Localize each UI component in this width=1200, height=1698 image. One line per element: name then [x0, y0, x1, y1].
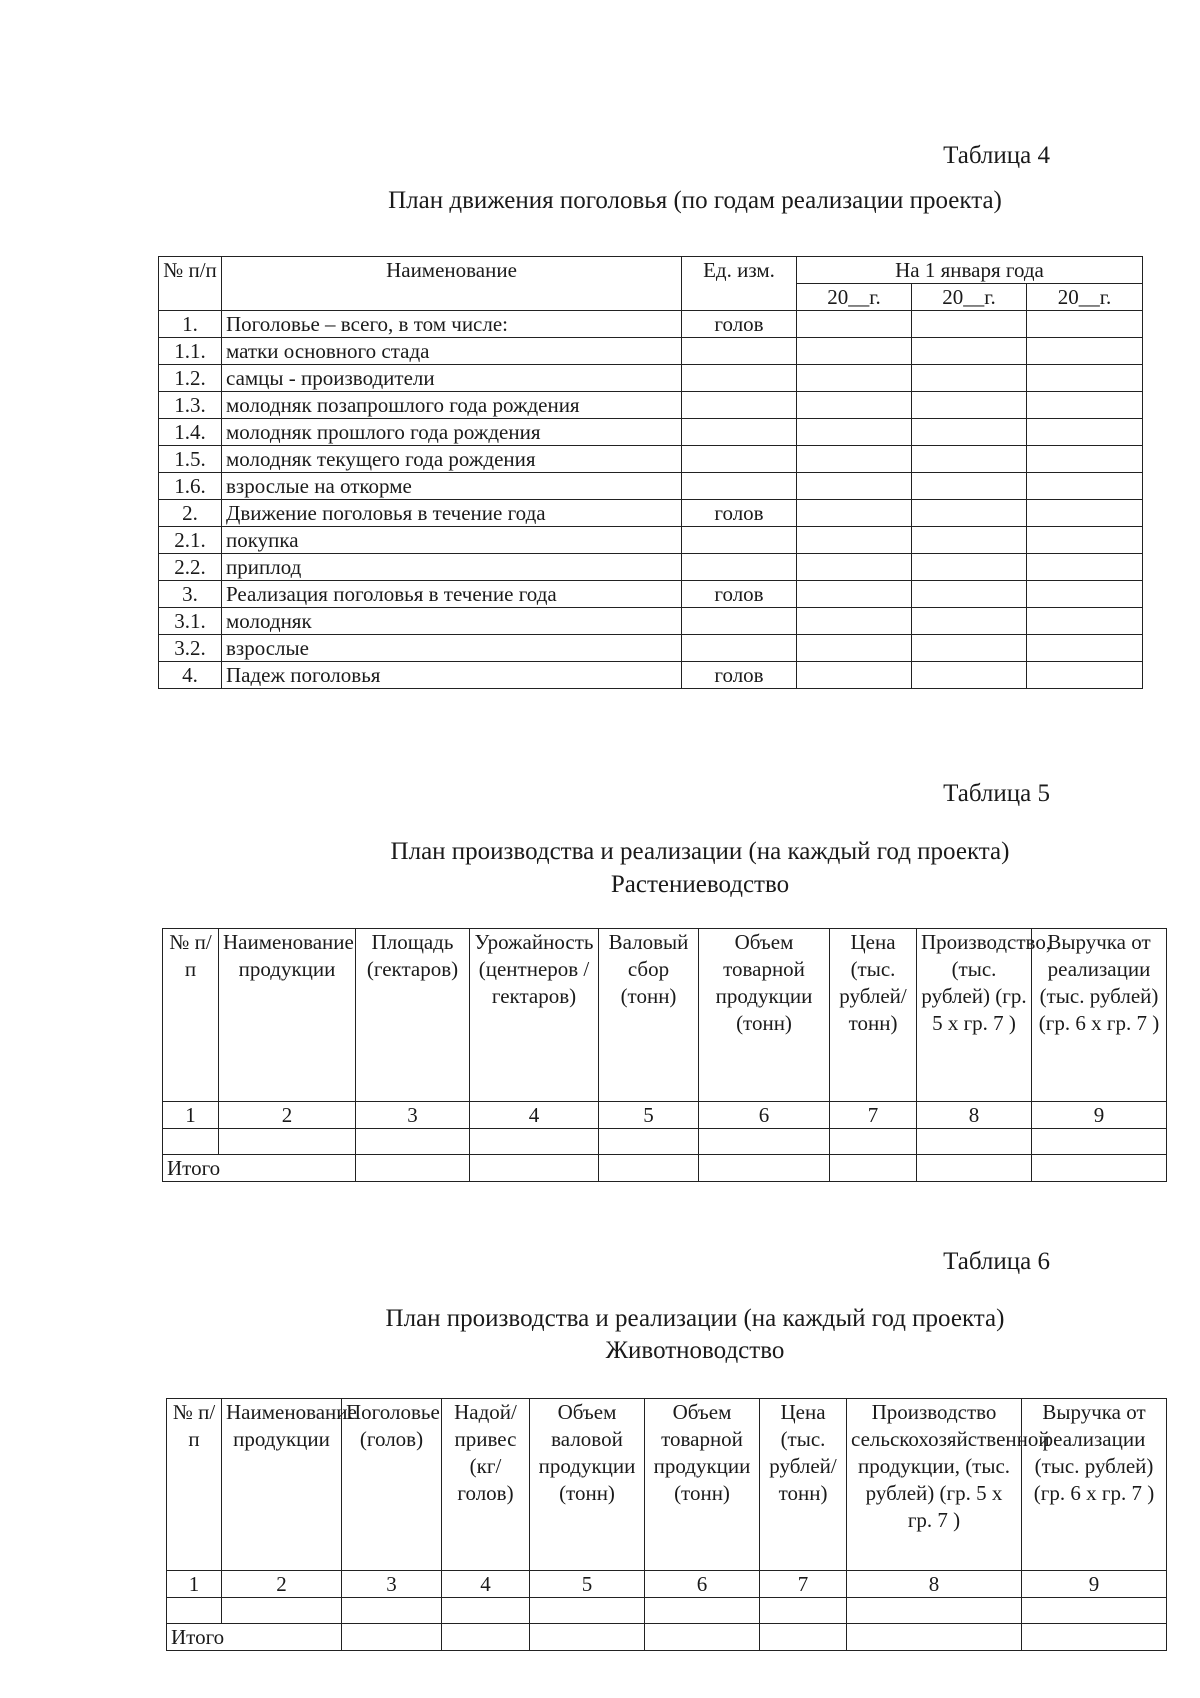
col-number: 1	[167, 1571, 222, 1598]
col-number: 9	[1022, 1571, 1167, 1598]
row-name: Падеж поголовья	[222, 662, 682, 689]
row-num: 1.1.	[159, 338, 222, 365]
data-cell[interactable]	[599, 1129, 699, 1155]
table-row	[159, 392, 1143, 419]
total-row	[167, 1624, 1167, 1651]
row-unit	[682, 392, 797, 419]
data-cell[interactable]	[530, 1598, 645, 1624]
year-cell[interactable]	[1027, 311, 1143, 338]
row-num: 1.6.	[159, 473, 222, 500]
header-num: № п/п	[163, 929, 219, 1102]
year-cell[interactable]	[1027, 554, 1143, 581]
row-name: Реализация поголовья в течение года	[222, 581, 682, 608]
data-cell[interactable]	[645, 1624, 760, 1651]
data-cell[interactable]	[356, 1129, 470, 1155]
row-name: взрослые на откорме	[222, 473, 682, 500]
row-unit	[682, 635, 797, 662]
row-unit	[682, 527, 797, 554]
header-num: № п/п	[159, 257, 222, 311]
row-num: 1.2.	[159, 365, 222, 392]
row-num: 3.	[159, 581, 222, 608]
table-row	[159, 608, 1143, 635]
col-number: 8	[847, 1571, 1022, 1598]
year-cell[interactable]	[912, 554, 1027, 581]
col-number: 5	[530, 1571, 645, 1598]
row-name: Поголовье – всего, в том числе:	[222, 311, 682, 338]
table4-title: План движения поголовья (по годам реализации проекта)	[388, 187, 1002, 214]
row-unit	[682, 608, 797, 635]
row-unit	[682, 365, 797, 392]
data-cell[interactable]	[1032, 1129, 1167, 1155]
row-name: молодняк текущего года рождения	[222, 446, 682, 473]
data-cell[interactable]	[699, 1155, 830, 1182]
row-name: приплод	[222, 554, 682, 581]
header-product: Наименование продукции	[219, 929, 356, 1102]
row-name: покупка	[222, 527, 682, 554]
year-cell[interactable]	[797, 419, 912, 446]
header-commodity: Объем товарной продукции (тонн)	[699, 929, 830, 1102]
year-cell[interactable]	[912, 365, 1027, 392]
row-num: 3.2.	[159, 635, 222, 662]
header-year: 20__г.	[1027, 284, 1143, 311]
data-cell[interactable]	[847, 1598, 1022, 1624]
table4	[158, 256, 1143, 689]
col-number: 8	[917, 1102, 1032, 1129]
year-cell[interactable]	[1027, 365, 1143, 392]
year-cell[interactable]	[912, 635, 1027, 662]
year-cell[interactable]	[912, 527, 1027, 554]
data-cell[interactable]	[917, 1129, 1032, 1155]
year-cell[interactable]	[797, 338, 912, 365]
row-unit	[682, 473, 797, 500]
row-num: 1.	[159, 311, 222, 338]
data-cell[interactable]	[760, 1598, 847, 1624]
data-cell[interactable]	[342, 1624, 442, 1651]
row-name: молодняк	[222, 608, 682, 635]
table5-number: Таблица 5	[943, 780, 1050, 807]
year-cell[interactable]	[797, 311, 912, 338]
table-row	[159, 446, 1143, 473]
header-year: 20__г.	[797, 284, 912, 311]
data-cell[interactable]	[599, 1155, 699, 1182]
header-product: Наименование продукции	[222, 1399, 342, 1571]
row-unit: голов	[682, 662, 797, 689]
col-number: 7	[760, 1571, 847, 1598]
row-name: самцы - производители	[222, 365, 682, 392]
row-num: 2.1.	[159, 527, 222, 554]
year-cell[interactable]	[1027, 581, 1143, 608]
year-cell[interactable]	[912, 419, 1027, 446]
total-label: Итого	[163, 1155, 356, 1182]
row-num: 2.2.	[159, 554, 222, 581]
data-cell[interactable]	[219, 1129, 356, 1155]
year-cell[interactable]	[1027, 446, 1143, 473]
year-cell[interactable]	[797, 608, 912, 635]
table-row	[163, 1129, 1167, 1155]
header-price: Цена (тыс. рублей/ тонн)	[830, 929, 917, 1102]
table6-subtitle: Животноводство	[605, 1337, 785, 1364]
header-gross: Объем валовой продукции (тонн)	[530, 1399, 645, 1571]
year-cell[interactable]	[797, 365, 912, 392]
table-row	[159, 338, 1143, 365]
col-number: 9	[1032, 1102, 1167, 1129]
data-cell[interactable]	[470, 1155, 599, 1182]
row-num: 1.5.	[159, 446, 222, 473]
row-name: взрослые	[222, 635, 682, 662]
row-unit: голов	[682, 500, 797, 527]
header-revenue: Выручка от реализации (тыс. рублей) (гр. 6 х гр. 7 )	[1022, 1399, 1167, 1571]
year-cell[interactable]	[912, 662, 1027, 689]
year-cell[interactable]	[912, 581, 1027, 608]
table-row	[159, 527, 1143, 554]
year-cell[interactable]	[797, 446, 912, 473]
col-number: 6	[699, 1102, 830, 1129]
table-row	[159, 365, 1143, 392]
year-cell[interactable]	[1027, 392, 1143, 419]
data-cell[interactable]	[342, 1598, 442, 1624]
header-yield: Надой/ привес (кг/голов)	[442, 1399, 530, 1571]
row-name: молодняк позапрошлого года рождения	[222, 392, 682, 419]
header-livestock: Поголовье (голов)	[342, 1399, 442, 1571]
year-cell[interactable]	[1027, 338, 1143, 365]
header-gross: Валовый сбор (тонн)	[599, 929, 699, 1102]
row-unit: голов	[682, 311, 797, 338]
year-cell[interactable]	[797, 635, 912, 662]
col-number: 6	[645, 1571, 760, 1598]
row-unit	[682, 446, 797, 473]
year-cell[interactable]	[797, 662, 912, 689]
header-unit: Ед. изм.	[682, 257, 797, 311]
col-number: 3	[342, 1571, 442, 1598]
data-cell[interactable]	[222, 1598, 342, 1624]
header-revenue: Выручка от реализации (тыс. рублей) (гр. 6 х гр. 7 )	[1032, 929, 1167, 1102]
data-cell[interactable]	[1032, 1155, 1167, 1182]
table6-number: Таблица 6	[943, 1248, 1050, 1275]
data-cell[interactable]	[442, 1598, 530, 1624]
row-num: 2.	[159, 500, 222, 527]
table-row	[159, 554, 1143, 581]
table-row	[159, 419, 1143, 446]
row-name: матки основного стада	[222, 338, 682, 365]
year-cell[interactable]	[1027, 419, 1143, 446]
table-row	[167, 1598, 1167, 1624]
col-number: 4	[442, 1571, 530, 1598]
year-cell[interactable]	[797, 554, 912, 581]
year-cell[interactable]	[1027, 635, 1143, 662]
data-cell[interactable]	[356, 1155, 470, 1182]
data-cell[interactable]	[530, 1624, 645, 1651]
total-row	[163, 1155, 1167, 1182]
table4-number: Таблица 4	[943, 142, 1050, 169]
table-row	[159, 581, 1143, 608]
data-cell[interactable]	[830, 1129, 917, 1155]
data-cell[interactable]	[699, 1129, 830, 1155]
year-cell[interactable]	[1027, 500, 1143, 527]
data-cell[interactable]	[1022, 1598, 1167, 1624]
data-cell[interactable]	[163, 1129, 219, 1155]
year-cell[interactable]	[1027, 473, 1143, 500]
col-number: 7	[830, 1102, 917, 1129]
row-num: 1.3.	[159, 392, 222, 419]
year-cell[interactable]	[797, 581, 912, 608]
row-num: 4.	[159, 662, 222, 689]
row-unit	[682, 338, 797, 365]
table-row	[159, 311, 1143, 338]
table5-title: План производства и реализации (на каждый год проекта)	[390, 838, 1010, 865]
header-period: На 1 января года	[797, 257, 1143, 284]
year-cell[interactable]	[912, 392, 1027, 419]
year-cell[interactable]	[912, 500, 1027, 527]
data-cell[interactable]	[760, 1624, 847, 1651]
col-number: 2	[222, 1571, 342, 1598]
header-area: Площадь (гектаров)	[356, 929, 470, 1102]
header-production: Производство, (тыс. рублей) (гр. 5 х гр. 7 )	[917, 929, 1032, 1102]
data-cell[interactable]	[645, 1598, 760, 1624]
row-num: 3.1.	[159, 608, 222, 635]
year-cell[interactable]	[1027, 527, 1143, 554]
table5-subtitle: Растениеводство	[610, 871, 790, 898]
year-cell[interactable]	[912, 338, 1027, 365]
year-cell[interactable]	[912, 446, 1027, 473]
data-cell[interactable]	[470, 1129, 599, 1155]
data-cell[interactable]	[1022, 1624, 1167, 1651]
data-cell[interactable]	[830, 1155, 917, 1182]
table-row	[159, 635, 1143, 662]
data-cell[interactable]	[167, 1598, 222, 1624]
year-cell[interactable]	[912, 311, 1027, 338]
total-label: Итого	[167, 1624, 342, 1651]
header-price: Цена (тыс. рублей/ тонн)	[760, 1399, 847, 1571]
row-name: Движение поголовья в течение года	[222, 500, 682, 527]
col-number: 1	[163, 1102, 219, 1129]
table-row	[159, 500, 1143, 527]
row-unit: голов	[682, 581, 797, 608]
year-cell[interactable]	[797, 500, 912, 527]
row-unit	[682, 419, 797, 446]
table6-title: План производства и реализации (на каждый год проекта)	[385, 1305, 1005, 1332]
header-yield: Урожайность (центнеров /гектаров)	[470, 929, 599, 1102]
year-cell[interactable]	[797, 527, 912, 554]
col-number: 4	[470, 1102, 599, 1129]
table5	[162, 928, 1167, 1182]
header-num: № п/п	[167, 1399, 222, 1571]
table-row	[159, 473, 1143, 500]
year-cell[interactable]	[797, 473, 912, 500]
row-name: молодняк прошлого года рождения	[222, 419, 682, 446]
data-cell[interactable]	[917, 1155, 1032, 1182]
header-commodity: Объем товарной продукции (тонн)	[645, 1399, 760, 1571]
header-name: Наименование	[222, 257, 682, 311]
table6	[166, 1398, 1167, 1651]
row-num: 1.4.	[159, 419, 222, 446]
data-cell[interactable]	[847, 1624, 1022, 1651]
header-year: 20__г.	[912, 284, 1027, 311]
year-cell[interactable]	[797, 392, 912, 419]
year-cell[interactable]	[1027, 662, 1143, 689]
year-cell[interactable]	[1027, 608, 1143, 635]
header-production: Производство сельскохозяйственной продукции, (тыс. рублей) (гр. 5 х гр. 7 )	[847, 1399, 1022, 1571]
year-cell[interactable]	[912, 608, 1027, 635]
table-row	[159, 662, 1143, 689]
row-unit	[682, 554, 797, 581]
col-number: 2	[219, 1102, 356, 1129]
col-number: 5	[599, 1102, 699, 1129]
year-cell[interactable]	[912, 473, 1027, 500]
data-cell[interactable]	[442, 1624, 530, 1651]
col-number: 3	[356, 1102, 470, 1129]
